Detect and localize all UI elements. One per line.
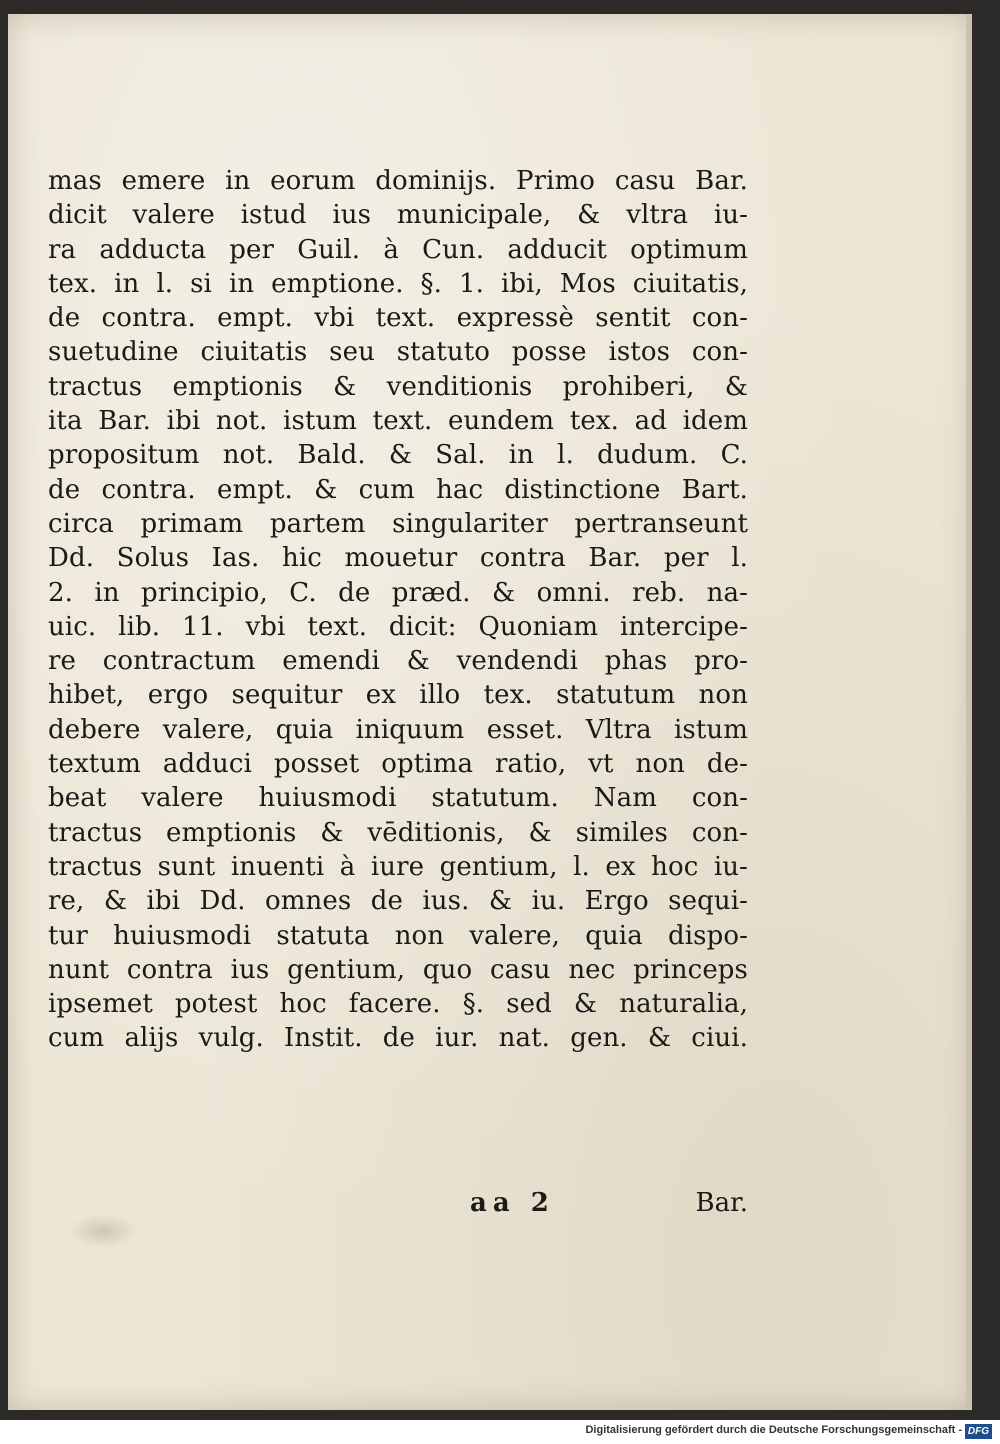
text-line: propositum not. Bald. & Sal. in l. dudum. C. — [48, 440, 748, 471]
dfg-logo-icon: DFG — [965, 1424, 992, 1439]
text-line: re, & ibi Dd. omnes de ius. & iu. Ergo sequi- — [48, 886, 748, 917]
text-line: debere valere, quia iniquum esset. Vltra istum — [48, 714, 748, 745]
text-line: circa primam partem singulariter pertranseunt — [48, 508, 748, 539]
text-line: uic. lib. 11. vbi text. dicit: Quoniam intercipe- — [48, 611, 748, 642]
text-line: 2. in principio, C. de præd. & omni. reb. na- — [48, 577, 748, 608]
text-line: tractus sunt inuenti à iure gentium, l. ex hoc iu- — [48, 851, 748, 882]
text-line: ita Bar. ibi not. istum text. eundem tex. ad idem — [48, 406, 748, 437]
page-footer — [48, 1188, 748, 1228]
text-line: ra adducta per Guil. à Cun. adducit optimum — [48, 234, 748, 265]
text-line: hibet, ergo sequitur ex illo tex. statutum non — [48, 680, 748, 711]
text-line: suetudine ciuitatis seu statuto posse istos con- — [48, 337, 748, 368]
credit-bar — [0, 1420, 1000, 1444]
text-line: de contra. empt. & cum hac distinctione Bart. — [48, 474, 748, 505]
body-text — [48, 164, 748, 1056]
text-line: beat valere huiusmodi statutum. Nam con- — [48, 783, 748, 814]
signature-mark: aa 2 — [470, 1188, 555, 1218]
text-line: tex. in l. si in emptione. §. 1. ibi, Mos ciuitatis, — [48, 268, 748, 299]
text-line: cum alijs vulg. Instit. de iur. nat. gen. & ciui. — [48, 1023, 748, 1054]
text-line: nunt contra ius gentium, quo casu nec princeps — [48, 954, 748, 985]
text-line: tur huiusmodi statuta non valere, quia dispo- — [48, 920, 748, 951]
funding-credit: Digitalisierung gefördert durch die Deutsche Forschungsgemeinschaft - — [585, 1424, 962, 1436]
ink-smudge — [68, 1214, 138, 1248]
text-line: ipsemet potest hoc facere. §. sed & naturalia, — [48, 989, 748, 1020]
catchword: Bar. — [695, 1188, 748, 1218]
text-line: tractus emptionis & venditionis prohiberi, & — [48, 371, 748, 402]
page-edge — [966, 14, 972, 1410]
text-line: de contra. empt. vbi text. expressè sentit con- — [48, 303, 748, 334]
text-line: tractus emptionis & vēditionis, & similes con- — [48, 817, 748, 848]
text-line: dicit valere istud ius municipale, & vltra iu- — [48, 200, 748, 231]
text-line: Dd. Solus Ias. hic mouetur contra Bar. per l. — [48, 543, 748, 574]
text-line: textum adduci posset optima ratio, vt non de- — [48, 749, 748, 780]
text-line: re contractum emendi & vendendi phas pro- — [48, 646, 748, 677]
text-line: mas emere in eorum dominijs. Primo casu Bar. — [48, 166, 748, 196]
book-page — [8, 14, 972, 1410]
